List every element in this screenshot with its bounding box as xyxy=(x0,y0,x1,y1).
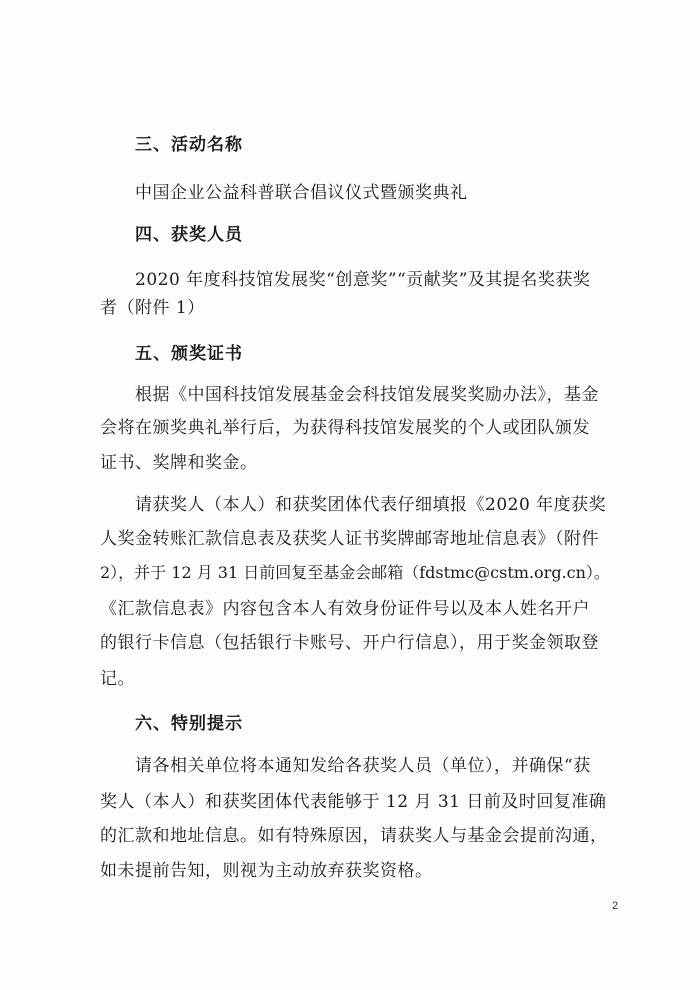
paragraph-line: 的银行卡信息（包括银行卡账号、开户行信息），用于奖金领取登 xyxy=(100,633,599,653)
paragraph-line: 请获奖人（本人）和获奖团体代表仔细填报《2020 年度获奖 xyxy=(135,495,607,515)
paragraph-line: 如未提前告知，则视为主动放弃获奖资格。 xyxy=(100,861,433,881)
paragraph-line: 人奖金转账汇款信息表及获奖人证书奖牌邮寄地址信息表》（附件 xyxy=(100,529,599,549)
paragraph-line: 《汇款信息表》内容包含本人有效身份证件号以及本人姓名开户 xyxy=(100,599,590,619)
paragraph-line: 的汇款和地址信息。如有特殊原因，请获奖人与基金会提前沟通， xyxy=(100,826,608,846)
paragraph-line: 请各相关单位将本通知发给各获奖人员（单位），并确保“获 xyxy=(135,756,591,776)
paragraph-line: 奖人（本人）和获奖团体代表能够于 12 月 31 日前及时回复准确 xyxy=(100,792,607,812)
paragraph-line: 2020 年度科技馆发展奖“创意奖”“贡献奖”及其提名奖获奖 xyxy=(135,270,591,290)
paragraph-line: 会将在颁奖典礼举行后，为获得科技馆发展奖的个人或团队颁发 xyxy=(100,418,590,438)
page-number: 2 xyxy=(612,900,619,912)
section-heading-award-recipients: 四、获奖人员 xyxy=(135,225,243,245)
paragraph-line: 根据《中国科技馆发展基金会科技馆发展奖奖励办法》，基金 xyxy=(135,385,599,405)
section-heading-activity-name: 三、活动名称 xyxy=(135,135,243,155)
paragraph-line: 证书、奖牌和奖金。 xyxy=(100,453,258,473)
section-heading-special-notice: 六、特别提示 xyxy=(135,714,243,734)
section-heading-award-certificates: 五、颁奖证书 xyxy=(135,344,243,364)
paragraph-line: 2），并于 12 月 31 日前回复至基金会邮箱（fdstmc@cstm.org.cn）。 xyxy=(100,563,610,582)
paragraph-line: 记。 xyxy=(100,669,135,689)
paragraph-line: 中国企业公益科普联合倡议仪式暨颁奖典礼 xyxy=(135,183,468,203)
paragraph-line: 者（附件 1） xyxy=(100,298,205,318)
